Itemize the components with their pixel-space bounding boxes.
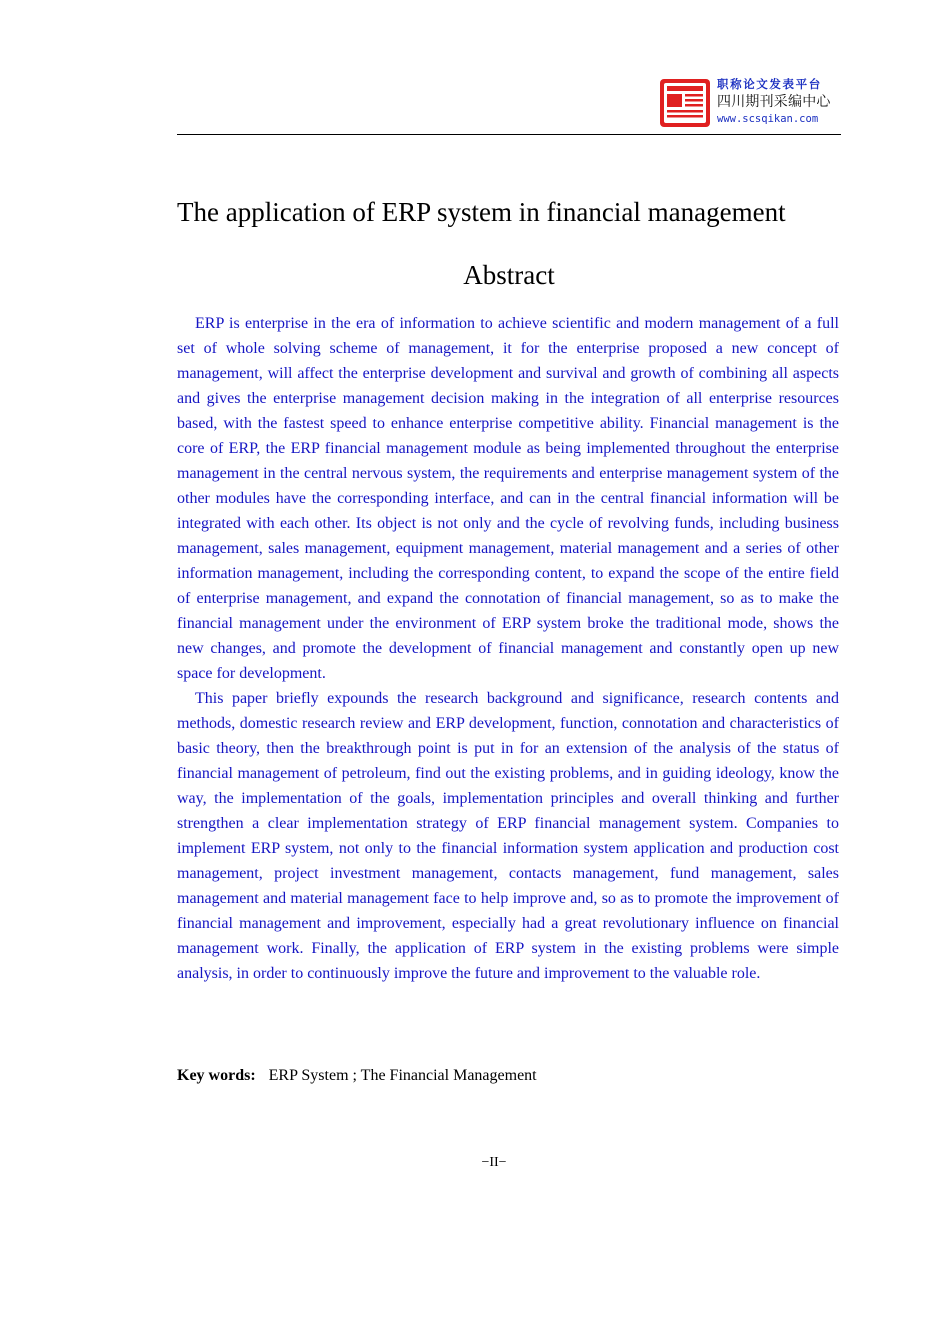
abstract-paragraph: ERP is enterprise in the era of information to achieve scientific and modern management of a full set of whole solving scheme of management, it for the enterprise proposed a new concept of management, will affect the enterprise development and survival and growth of combining all aspects and gives the enterprise management decision making in the integration of all enterprise resources based, with the fastest speed to enhance enterprise competitive ability. Financial management is the core of ERP, the ERP financial management module as being implemented throughout the enterprise management in the central nervous system, the requirements and enterprise management system of the other modules have the corresponding interface, and can in the central financial information will be integrated with each other. Its object is not only and the cycle of revolving funds, including business management, sales management, equipment management, material management and a series of other information management, including the corresponding content, to expand the scope of the entire field of enterprise management, and expand the connotation of financial management, so as to make the financial management under the environment of ERP system broke the traditional mode, shows the new changes, and promote the development of financial management and constantly open up new space for development. — [177, 315, 839, 682]
logo-url: www.scsqikan.com — [717, 113, 819, 125]
publisher-logo — [659, 76, 839, 130]
page-number: −II− — [481, 1155, 507, 1170]
abstract-body — [177, 311, 839, 986]
newspaper-icon — [659, 78, 711, 128]
keywords-value: ERP System ; The Financial Management — [268, 1067, 537, 1084]
keywords-label: Key words: — [177, 1067, 256, 1084]
page-header — [177, 76, 841, 135]
abstract-heading: Abstract — [463, 260, 555, 290]
keywords-line — [177, 1063, 839, 1088]
logo-tagline: 职称论文发表平台 — [717, 77, 822, 91]
document-title: The application of ERP system in financial management — [177, 197, 786, 227]
logo-name: 四川期刊采编中心 — [717, 94, 831, 110]
abstract-paragraph: This paper briefly expounds the research background and significance, research contents and methods, domestic research review and ERP development, function, connotation and characteristics of basic theory, then the breakthrough point is put in for an extension of the analysis of the status of financial management of petroleum, find out the existing problems, and in guiding ideology, know the way, the implementation of the goals, implementation principles and overall thinking and further strengthen a clear implementation strategy of ERP financial management system. Companies to implement ERP system, not only to the financial information system application and production cost management, project investment management, contacts management, fund management, sales management and material management face to help improve and, so as to promote the improvement of financial management and improvement, especially had a great revolutionary influence on financial management work. Finally, the application of ERP system in the existing problems were simple analysis, in order to continuously improve the future and improvement to the valuable role. — [177, 690, 839, 982]
